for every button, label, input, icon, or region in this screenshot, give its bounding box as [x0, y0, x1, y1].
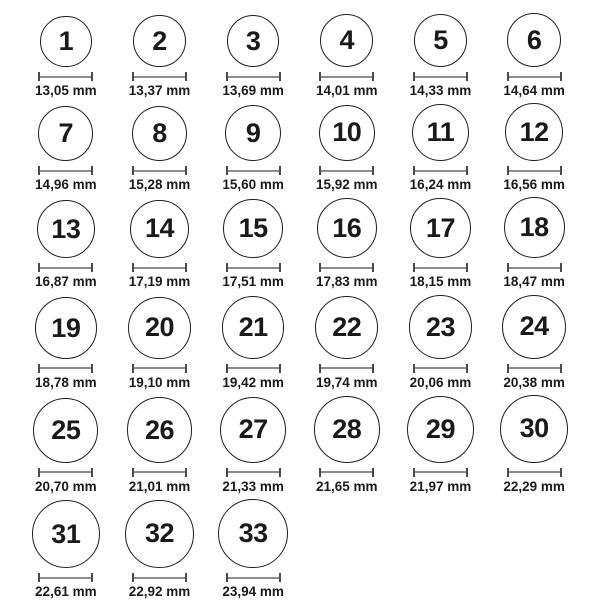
ring-size-number: 3 — [245, 25, 261, 56]
dimension-tick-right-icon — [466, 364, 468, 373]
dimension-tick-right-icon — [466, 263, 468, 272]
inner-diameter-label: 16,24 mm — [409, 177, 472, 193]
inner-diameter-label: 14,33 mm — [409, 83, 472, 99]
inner-diameter-label: 14,64 mm — [503, 83, 565, 99]
dimension-tick-right-icon — [279, 573, 281, 582]
ring-size-cell — [19, 395, 113, 495]
dimension-tick-right-icon — [91, 166, 93, 175]
inner-diameter-label: 13,69 mm — [222, 83, 284, 99]
ring-size-number: 24 — [519, 311, 549, 342]
inner-diameter-label: 21,33 mm — [222, 478, 284, 494]
dimension-line — [509, 367, 560, 369]
inner-diameter-label: 18,15 mm — [409, 274, 472, 290]
ring-size-number: 25 — [51, 414, 81, 445]
dimension-tick-right-icon — [560, 364, 562, 373]
dimension-tick-right-icon — [466, 72, 468, 81]
dimension-tick-right-icon — [91, 468, 93, 477]
ring-circle-outline — [505, 103, 563, 161]
dimension-tick-right-icon — [91, 263, 93, 272]
diameter-dimension-line — [507, 72, 562, 81]
chart-row — [19, 395, 581, 495]
ring-size-number: 32 — [144, 518, 174, 549]
dimension-line — [134, 577, 185, 579]
ring-size-number: 21 — [238, 312, 268, 343]
dimension-line — [321, 76, 372, 78]
diameter-dimension-line — [413, 364, 468, 373]
dimension-line — [40, 577, 91, 579]
dimension-line — [228, 367, 279, 369]
dimension-line — [134, 170, 185, 172]
diameter-dimension-line — [226, 573, 281, 582]
inner-diameter-label: 21,01 mm — [128, 478, 191, 494]
ring-size-number: 19 — [51, 312, 81, 343]
ring-size-number: 16 — [332, 212, 362, 243]
ring-size-number: 6 — [526, 24, 542, 55]
diameter-dimension-line — [226, 263, 281, 272]
ring-size-grid — [0, 13, 600, 600]
ring-size-number: 13 — [51, 213, 81, 244]
dimension-tick-right-icon — [185, 468, 187, 477]
ring-size-number: 17 — [425, 212, 455, 243]
dimension-line — [134, 76, 185, 78]
ring-size-cell — [487, 13, 581, 99]
inner-diameter-label: 22,61 mm — [35, 584, 97, 600]
diameter-dimension-line — [413, 166, 468, 175]
diameter-dimension-line — [226, 72, 281, 81]
ring-size-number: 7 — [58, 118, 74, 149]
ring-circle-outline — [225, 105, 281, 161]
inner-diameter-label: 22,92 mm — [128, 584, 191, 600]
dimension-line — [321, 170, 372, 172]
ring-circle-outline — [220, 397, 286, 463]
ring-size-number: 15 — [238, 213, 268, 244]
dimension-line — [228, 170, 279, 172]
inner-diameter-label: 19,74 mm — [316, 374, 378, 390]
dimension-tick-right-icon — [279, 72, 281, 81]
ring-size-number: 30 — [519, 413, 549, 444]
diameter-dimension-line — [38, 573, 93, 582]
inner-diameter-label: 13,37 mm — [128, 83, 191, 99]
diameter-dimension-line — [413, 263, 468, 272]
dimension-tick-right-icon — [91, 72, 93, 81]
diameter-dimension-line — [132, 468, 187, 477]
ring-size-number: 23 — [425, 311, 455, 342]
ring-circle-outline — [407, 396, 474, 463]
diameter-dimension-line — [38, 468, 93, 477]
ring-circle-outline — [222, 296, 285, 359]
inner-diameter-label: 22,29 mm — [503, 478, 565, 494]
dimension-line — [134, 471, 185, 473]
ring-size-number: 8 — [152, 117, 167, 148]
diameter-dimension-line — [226, 166, 281, 175]
diameter-dimension-line — [413, 72, 468, 81]
ring-size-cell — [113, 395, 207, 495]
ring-size-cell — [206, 197, 300, 290]
diameter-dimension-line — [319, 263, 374, 272]
ring-size-number: 22 — [332, 311, 362, 342]
diameter-dimension-line — [132, 72, 187, 81]
ring-size-cell — [19, 295, 113, 392]
dimension-line — [415, 367, 466, 369]
dimension-line — [40, 471, 91, 473]
ring-circle-outline — [37, 200, 95, 258]
inner-diameter-label: 20,70 mm — [35, 478, 97, 494]
diameter-dimension-line — [132, 364, 187, 373]
ring-size-number: 28 — [332, 414, 362, 445]
dimension-line — [228, 471, 279, 473]
ring-size-number: 31 — [51, 518, 81, 549]
ring-circle-outline — [132, 106, 187, 161]
ring-size-cell — [300, 395, 394, 495]
inner-diameter-label: 15,92 mm — [316, 177, 378, 193]
ring-size-number: 27 — [238, 414, 268, 445]
ring-size-cell — [300, 197, 394, 290]
ring-size-cell — [19, 13, 113, 99]
inner-diameter-label: 21,65 mm — [316, 478, 378, 494]
diameter-dimension-line — [319, 166, 374, 175]
ring-size-number: 29 — [425, 413, 455, 444]
dimension-line — [228, 577, 279, 579]
inner-diameter-label: 15,28 mm — [128, 177, 191, 193]
ring-circle-outline — [500, 395, 568, 463]
ring-circle-outline — [502, 295, 566, 359]
dimension-tick-right-icon — [372, 263, 374, 272]
dimension-tick-right-icon — [372, 72, 374, 81]
ring-size-cell — [487, 197, 581, 290]
ring-circle-outline — [315, 296, 378, 359]
dimension-line — [415, 170, 466, 172]
ring-size-cell — [300, 13, 394, 99]
ring-size-cell — [206, 395, 300, 495]
ring-size-cell — [206, 103, 300, 193]
ring-circle-outline — [410, 198, 471, 259]
ring-circle-outline — [223, 199, 282, 258]
ring-circle-outline — [38, 106, 93, 161]
ring-size-cell — [206, 499, 300, 600]
inner-diameter-label: 14,01 mm — [316, 83, 378, 99]
inner-diameter-label: 21,97 mm — [409, 478, 472, 494]
ring-size-cell — [206, 295, 300, 392]
ring-size-number: 5 — [433, 24, 448, 55]
ring-size-number: 33 — [238, 518, 268, 549]
inner-diameter-label: 13,05 mm — [35, 83, 97, 99]
dimension-tick-right-icon — [279, 468, 281, 477]
ring-size-cell — [113, 103, 207, 193]
ring-circle-outline — [507, 13, 561, 67]
dimension-tick-right-icon — [185, 72, 187, 81]
ring-size-cell — [113, 295, 207, 392]
inner-diameter-label: 18,47 mm — [503, 274, 565, 290]
ring-size-number: 9 — [245, 117, 261, 148]
ring-size-number: 18 — [519, 212, 549, 243]
dimension-tick-right-icon — [185, 263, 187, 272]
dimension-line — [321, 471, 372, 473]
ring-size-number: 12 — [519, 116, 549, 147]
ring-circle-outline — [127, 397, 193, 463]
ring-size-cell — [394, 295, 488, 392]
inner-diameter-label: 17,51 mm — [222, 274, 284, 290]
dimension-tick-right-icon — [91, 364, 93, 373]
ring-size-cell — [19, 197, 113, 290]
diameter-dimension-line — [413, 468, 468, 477]
dimension-tick-right-icon — [279, 166, 281, 175]
inner-diameter-label: 20,06 mm — [409, 374, 472, 390]
ring-circle-outline — [317, 198, 377, 258]
diameter-dimension-line — [38, 263, 93, 272]
ring-circle-outline — [130, 200, 189, 259]
dimension-line — [509, 267, 560, 269]
ring-size-number: 14 — [144, 213, 174, 244]
dimension-tick-right-icon — [560, 72, 562, 81]
dimension-tick-right-icon — [372, 166, 374, 175]
ring-size-cell — [394, 103, 488, 193]
ring-circle-outline — [32, 500, 100, 568]
chart-row — [19, 197, 581, 290]
chart-row — [19, 103, 581, 193]
diameter-dimension-line — [38, 72, 93, 81]
diameter-dimension-line — [319, 72, 374, 81]
ring-size-cell — [487, 103, 581, 193]
ring-size-number: 2 — [152, 25, 167, 56]
dimension-tick-right-icon — [91, 573, 93, 582]
dimension-line — [40, 76, 91, 78]
ring-size-cell — [19, 499, 113, 600]
dimension-tick-right-icon — [185, 364, 187, 373]
dimension-tick-right-icon — [279, 263, 281, 272]
dimension-tick-right-icon — [560, 468, 562, 477]
ring-circle-outline — [35, 297, 97, 359]
inner-diameter-label: 18,78 mm — [35, 374, 97, 390]
ring-circle-outline — [128, 297, 190, 359]
ring-size-cell — [113, 197, 207, 290]
ring-size-cell — [394, 197, 488, 290]
ring-circle-outline — [125, 500, 194, 569]
ring-circle-outline — [218, 499, 287, 568]
inner-diameter-label: 19,42 mm — [222, 374, 284, 390]
dimension-line — [509, 471, 560, 473]
ring-size-cell — [487, 295, 581, 392]
ring-size-number: 1 — [58, 26, 74, 57]
dimension-line — [228, 76, 279, 78]
diameter-dimension-line — [507, 468, 562, 477]
dimension-tick-right-icon — [466, 166, 468, 175]
ring-size-number: 26 — [144, 414, 174, 445]
dimension-tick-right-icon — [560, 166, 562, 175]
dimension-line — [40, 267, 91, 269]
inner-diameter-label: 23,94 mm — [222, 584, 284, 600]
dimension-line — [134, 267, 185, 269]
ring-circle-outline — [409, 295, 473, 359]
diameter-dimension-line — [507, 364, 562, 373]
ring-circle-outline — [227, 15, 280, 68]
ring-size-cell — [300, 295, 394, 392]
ring-size-cell — [206, 13, 300, 99]
dimension-tick-right-icon — [560, 263, 562, 272]
dimension-tick-right-icon — [466, 468, 468, 477]
chart-row — [19, 13, 581, 99]
ring-circle-outline — [40, 16, 92, 68]
ring-size-cell — [394, 395, 488, 495]
chart-row — [19, 499, 581, 600]
inner-diameter-label: 16,87 mm — [35, 274, 97, 290]
dimension-line — [415, 471, 466, 473]
dimension-line — [134, 367, 185, 369]
inner-diameter-label: 14,96 mm — [35, 177, 97, 193]
diameter-dimension-line — [38, 364, 93, 373]
inner-diameter-label: 17,19 mm — [128, 274, 191, 290]
dimension-line — [509, 170, 560, 172]
ring-size-number: 4 — [339, 25, 355, 56]
diameter-dimension-line — [132, 573, 187, 582]
dimension-line — [40, 367, 91, 369]
ring-circle-outline — [314, 396, 381, 463]
ring-circle-outline — [412, 104, 469, 161]
ring-size-number: 20 — [144, 312, 174, 343]
ring-circle-outline — [320, 14, 373, 67]
ring-circle-outline — [319, 105, 376, 162]
dimension-line — [321, 367, 372, 369]
dimension-tick-right-icon — [372, 468, 374, 477]
ring-size-cell — [113, 13, 207, 99]
dimension-line — [415, 76, 466, 78]
dimension-line — [321, 267, 372, 269]
dimension-line — [40, 170, 91, 172]
dimension-tick-right-icon — [372, 364, 374, 373]
ring-circle-outline — [33, 398, 98, 463]
dimension-line — [415, 267, 466, 269]
diameter-dimension-line — [319, 468, 374, 477]
dimension-line — [509, 76, 560, 78]
ring-size-cell — [394, 13, 488, 99]
diameter-dimension-line — [507, 263, 562, 272]
diameter-dimension-line — [132, 263, 187, 272]
ring-size-number: 11 — [426, 117, 455, 148]
dimension-tick-right-icon — [185, 166, 187, 175]
ring-size-cell — [113, 499, 207, 600]
chart-row — [19, 295, 581, 392]
dimension-tick-right-icon — [279, 364, 281, 373]
inner-diameter-label: 15,60 mm — [222, 177, 284, 193]
inner-diameter-label: 19,10 mm — [128, 374, 191, 390]
dimension-line — [228, 267, 279, 269]
diameter-dimension-line — [38, 166, 93, 175]
ring-size-cell — [300, 103, 394, 193]
ring-size-cell — [19, 103, 113, 193]
ring-size-number: 10 — [332, 117, 362, 148]
diameter-dimension-line — [319, 364, 374, 373]
diameter-dimension-line — [226, 364, 281, 373]
diameter-dimension-line — [132, 166, 187, 175]
inner-diameter-label: 16,56 mm — [503, 177, 565, 193]
ring-size-cell — [487, 395, 581, 495]
ring-circle-outline — [414, 14, 468, 68]
diameter-dimension-line — [226, 468, 281, 477]
ring-circle-outline — [504, 197, 565, 258]
diameter-dimension-line — [507, 166, 562, 175]
inner-diameter-label: 20,38 mm — [503, 374, 565, 390]
inner-diameter-label: 17,83 mm — [316, 274, 378, 290]
ring-circle-outline — [133, 15, 185, 67]
dimension-tick-right-icon — [185, 573, 187, 582]
